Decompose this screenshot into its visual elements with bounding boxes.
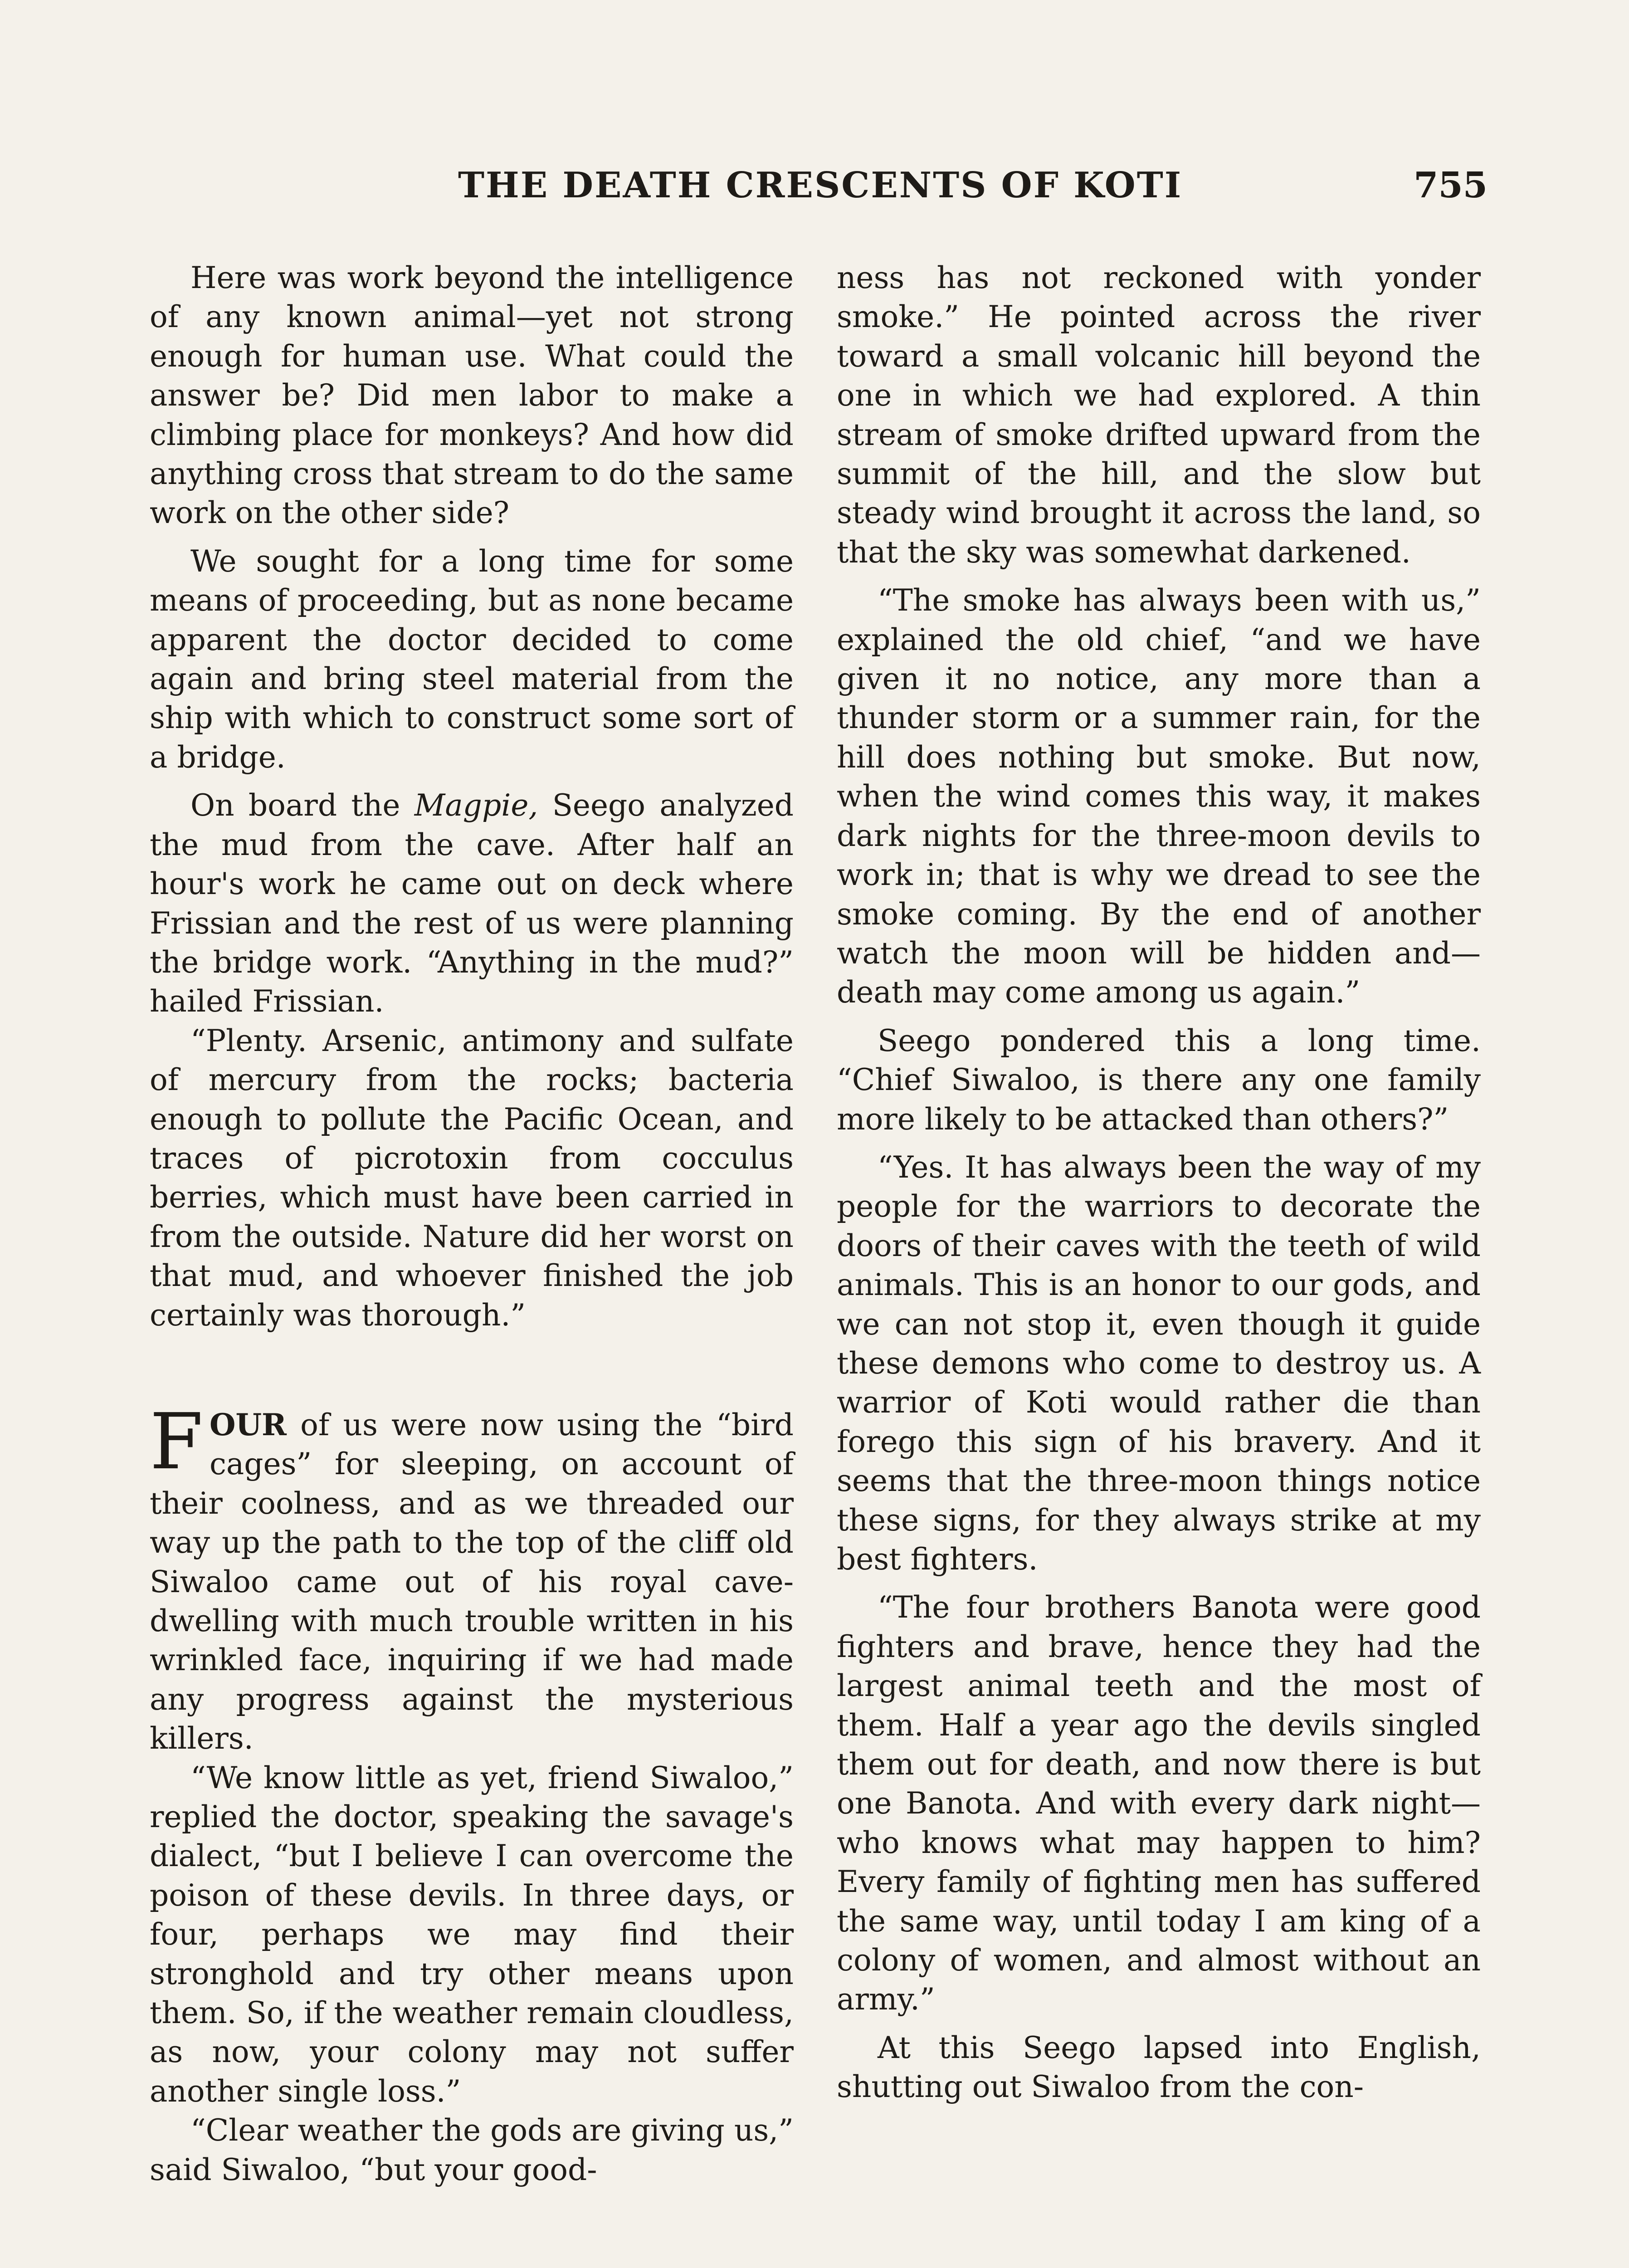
drop-cap: F: [150, 1397, 203, 1487]
left-paragraph-5: [150, 1397, 794, 1759]
right-paragraph-4: “Yes. It has always been the way of my people for the warriors to decorate the doors of their caves with the teeth of wild animals. This is an honor to our gods, and we can not stop it, even though it guide these demons who come to destroy us. A warrior of Koti would rather die than forego this sign of his bravery. And it seems that the three-moon things notice these signs, for they always strike at my best fighters.: [837, 1149, 1481, 1577]
left-paragraph-6: “We know little as yet, friend Siwaloo,” replied the doctor, speaking the savage's dialect, “but I believe I can overcome the poison of these devils. In three days, or four, perhaps we may find their stronghold and try other means upon them. So, if the weather remain cloudless, as now, your colony may not suffer another single loss.”: [150, 1760, 794, 2109]
section-lead-smallcaps: OUR: [209, 1407, 287, 1442]
ship-name: Magpie,: [414, 788, 538, 823]
header-title: THE DEATH CRESCENTS OF KOTI: [458, 165, 1183, 206]
left-paragraph-3: [150, 786, 794, 1021]
right-paragraph-6: At this Seego lapsed into English, shutting out Siwaloo from the con-: [837, 2030, 1481, 2105]
left-paragraph-3-rest: Seego analyzed the mud from the cave. After half an hour's work he came out on deck where Frissian and the rest of us were planning the bridge work. “Anything in the mud?” hailed Frissian.: [150, 788, 794, 1019]
right-paragraph-5: “The four brothers Banota were good fighters and brave, hence they had the largest animal teeth and the most of them. Half a year ago the devils singled them out for death, and now there is but one Banota. And with every dark night—who knows what may happen to him? Every family of fighting men has suffered the same way, until today I am king of a colony of women, and almost without an army.”: [837, 1590, 1481, 2017]
right-paragraph-3: Seego pondered this a long time. “Chief Siwaloo, is there any one family more likely to be attacked than others?”: [837, 1023, 1481, 1137]
right-paragraph-2: “The smoke has always been with us,” explained the old chief, “and we have given it no notice, any more than a thunder storm or a summer rain, for the hill does nothing but smoke. But now, when the wind comes this way, it makes dark nights for the three-moon devils to work in; that is why we dread to see the smoke coming. By the end of another watch the moon will be hidden and—death may come among us again.”: [837, 583, 1481, 1010]
left-paragraph-4: “Plenty. Arsenic, antimony and sulfate of mercury from the rocks; bacteria enough to pollute the Pacific Ocean, and traces of picrotoxin from cocculus berries, which must have been carried in from the outside. Nature did her worst on that mud, and whoever finished the job certainly was thorough.”: [150, 1023, 794, 1333]
left-column: [150, 259, 794, 2190]
left-paragraph-1: Here was work beyond the intelligence of any known animal—yet not strong enough for human use. What could the answer be? Did men labor to make a climbing place for monkeys? And how did anything cross that stream to do the same work on the other side?: [150, 260, 794, 531]
left-paragraph-7: “Clear weather the gods are giving us,” said Siwaloo, “but your good-: [150, 2113, 794, 2187]
right-paragraph-1: ness has not reckoned with yonder smoke.” He pointed across the river toward a small volcanic hill beyond the one in which we had explored. A thin stream of smoke drifted upward from the summit of the hill, and the slow but steady wind brought it across the land, so that the sky was somewhat darkened.: [837, 260, 1481, 570]
running-header: [150, 161, 1488, 215]
left-paragraph-3-lead: On board the: [190, 788, 415, 823]
page-number: 755: [1414, 165, 1488, 206]
right-column: [837, 259, 1481, 2107]
left-paragraph-2: We sought for a long time for some means of proceeding, but as none became apparent the doctor decided to come again and bring steel material from the ship with which to construct some sort of a bridge.: [150, 543, 794, 775]
left-paragraph-5-text: of us were now using the “bird cages” for sleeping, on account of their coolness, and as we threaded our way up the path to the top of the cliff old Siwaloo came out of his royal cave-dwelling with much trouble written in his wrinkled face, inquiring if we had made any progress against the mysterious killers.: [150, 1407, 794, 1756]
